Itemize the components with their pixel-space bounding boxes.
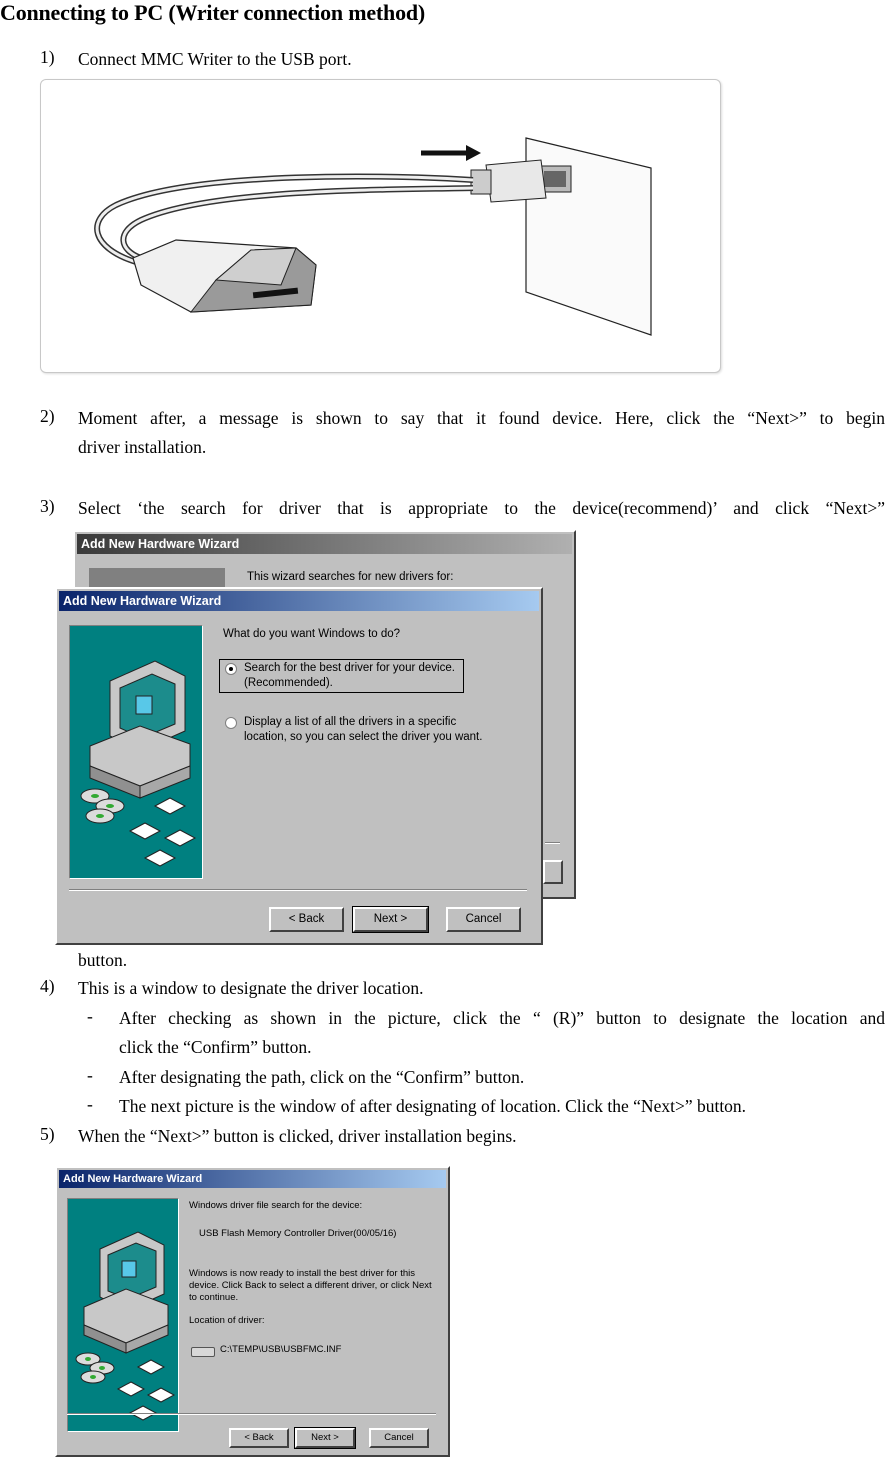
- substep-1-line1: After checking as shown in the picture, click the “ (R)” button to designate the location and: [119, 1008, 885, 1028]
- wizard-question: What do you want Windows to do?: [223, 628, 401, 640]
- back-button[interactable]: < Back: [269, 907, 344, 932]
- wizard-front-titlebar: Add New Hardware Wizard: [59, 591, 539, 611]
- wizard-back-titlebar: Add New Hardware Wizard: [77, 534, 572, 554]
- substep-1-dash: -: [87, 1006, 93, 1026]
- step-4-text: This is a window to designate the driver location.: [78, 978, 424, 998]
- bottom-back-button[interactable]: < Back: [229, 1428, 289, 1448]
- driver-search-heading: Windows driver file search for the device:: [189, 1200, 363, 1211]
- driver-device-name: USB Flash Memory Controller Driver(00/05/16): [199, 1228, 397, 1239]
- usb-writer-illustration: [41, 80, 720, 372]
- page-title: Connecting to PC (Writer connection method): [0, 0, 426, 25]
- bottom-cancel-button[interactable]: Cancel: [369, 1428, 429, 1448]
- step-4-number: 4): [40, 976, 55, 996]
- wizard-window-bottom: [55, 1166, 450, 1457]
- wizard-bottom-teal-panel: [67, 1198, 179, 1432]
- driver-location-label: Location of driver:: [189, 1315, 265, 1326]
- wizard-window-front: [55, 587, 543, 945]
- option-search-radio[interactable]: [225, 663, 237, 675]
- step-2-text-line2: driver installation.: [78, 437, 207, 457]
- step-3-text-line1: Select ‘the search for driver that is appropriate to the device(recommend)’ and click “Next>”: [78, 498, 885, 518]
- wizard-front-separator: [69, 889, 527, 891]
- driver-location-path: C:\TEMP\USB\USBFMC.INF: [220, 1344, 342, 1355]
- option-list-label[interactable]: Display a list of all the drivers in a specific location, so you can select the driver you want.: [244, 716, 483, 743]
- wizard-back-separator: [545, 842, 560, 844]
- option-list-radio[interactable]: [225, 717, 237, 729]
- ready-to-install-text: Windows is now ready to install the best driver for this device. Click Back to select a different driver, or click Next to continue.: [189, 1268, 432, 1303]
- step-3-text-line2: button.: [78, 950, 128, 970]
- substep-2-text: After designating the path, click on the “Confirm” button.: [119, 1067, 525, 1087]
- step-1-text: Connect MMC Writer to the USB port.: [78, 49, 352, 69]
- computer-disks-icon: [68, 1199, 178, 1431]
- step-2-text-line1: Moment after, a message is shown to say that it found device. Here, click the “Next>” to begin: [78, 408, 885, 428]
- step-3-number: 3): [40, 496, 55, 516]
- substep-3-dash: -: [87, 1094, 93, 1114]
- step-2-number: 2): [40, 406, 55, 426]
- substep-2-dash: -: [87, 1065, 93, 1085]
- drive-icon: [191, 1347, 215, 1357]
- step-1-number: 1): [40, 47, 55, 67]
- usb-writer-photo: [40, 79, 721, 373]
- wizard-back-text: This wizard searches for new drivers for:: [247, 571, 454, 583]
- computer-disks-icon: [70, 626, 202, 878]
- cancel-button[interactable]: Cancel: [446, 907, 521, 932]
- next-button[interactable]: Next >: [353, 907, 428, 932]
- option-search-label[interactable]: Search for the best driver for your device. (Recommended).: [244, 662, 455, 689]
- wizard-bottom-separator: [67, 1413, 436, 1415]
- wizard-back-partial-button: [543, 860, 563, 884]
- step-5-number: 5): [40, 1124, 55, 1144]
- wizard-bottom-titlebar: Add New Hardware Wizard: [59, 1170, 446, 1188]
- substep-3-text: The next picture is the window of after designating of location. Click the “Next>” button.: [119, 1096, 747, 1116]
- step-5-text: When the “Next>” button is clicked, driver installation begins.: [78, 1126, 517, 1146]
- bottom-next-button[interactable]: Next >: [295, 1428, 355, 1448]
- wizard-front-teal-panel: [69, 625, 203, 879]
- substep-1-line2: click the “Confirm” button.: [119, 1037, 312, 1057]
